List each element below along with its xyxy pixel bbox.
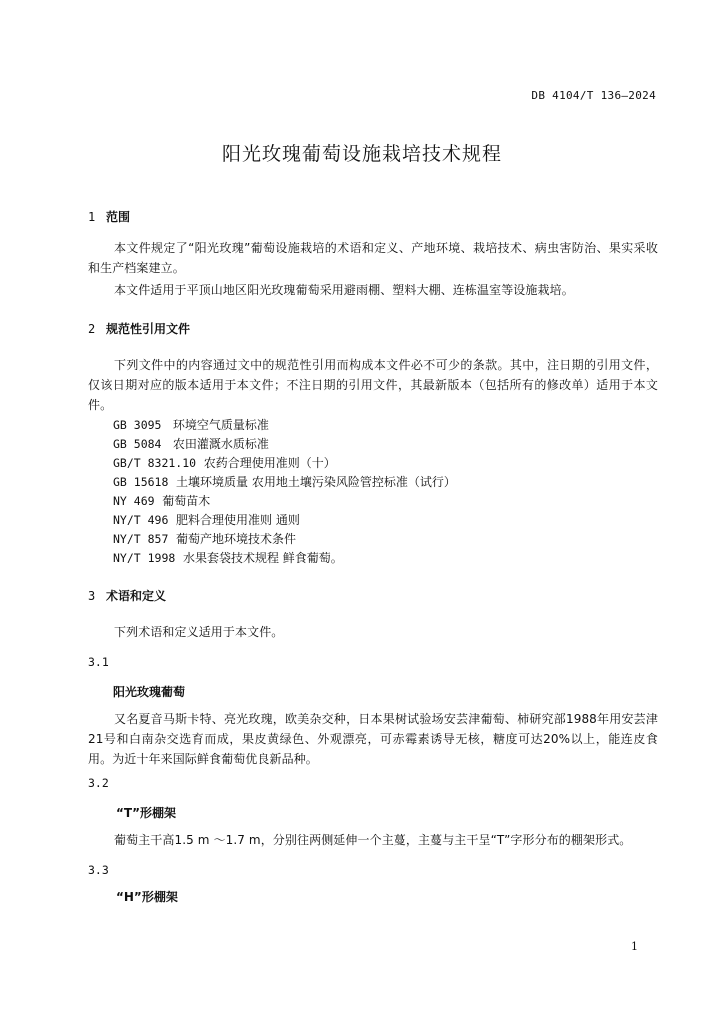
term-name: “T”形棚架 — [116, 806, 176, 820]
document-code: DB 4104/T 136—2024 — [531, 89, 656, 102]
section-2-paragraph-1: 下列文件中的内容通过文中的规范性引用而构成本文件必不可少的条款。其中，注日期的引用文件，仅该日期对应的版本适用于本文件；不注日期的引用文件，其最新版本（包括所有的修改单）适用于本文件。 — [88, 358, 658, 412]
section-title: 范围 — [106, 210, 131, 224]
section-1-paragraph-1: 本文件规定了“阳光玫瑰”葡萄设施栽培的术语和定义、产地环境、栽培技术、病虫害防治、果实采收和生产档案建立。 — [88, 241, 658, 275]
reference-code: NY 469 — [113, 494, 155, 508]
section-1-paragraph-2: 本文件适用于平顶山地区阳光玫瑰葡萄采用避雨棚、塑料大棚、连栋温室等设施栽培。 — [114, 283, 574, 297]
reference-code: GB 15618 — [113, 475, 169, 489]
section-2-heading — [88, 320, 190, 337]
reference-item — [113, 549, 343, 566]
reference-item — [113, 530, 296, 547]
section-3-paragraph-1: 下列术语和定义适用于本文件。 — [114, 625, 284, 639]
reference-code: NY/T 857 — [113, 532, 169, 546]
reference-code: GB/T 8321.10 — [113, 456, 197, 470]
reference-item — [113, 435, 269, 452]
clause-number: 3.3 — [88, 863, 109, 877]
reference-item — [113, 454, 336, 471]
page-number: 1 — [631, 940, 638, 953]
term-definition: 葡萄主干高1.5 m ～1.7 m，分别往两侧延伸一个主蔓，主蔓与主干呈“T”字形分布的棚架形式。 — [114, 833, 632, 847]
document-title: 阳光玫瑰葡萄设施栽培技术规程 — [221, 143, 502, 165]
section-title: 规范性引用文件 — [106, 322, 191, 336]
reference-title: 土壤环境质量 农用地土壤污染风险管控标准（试行） — [176, 475, 456, 489]
reference-title: 葡萄苗木 — [162, 494, 211, 508]
clause-number: 3.1 — [88, 655, 109, 669]
reference-item — [113, 473, 456, 490]
term-name: “H”形棚架 — [116, 890, 178, 904]
reference-title: 葡萄产地环境技术条件 — [176, 532, 297, 546]
section-1-heading — [88, 208, 130, 225]
reference-title: 环境空气质量标准 — [172, 418, 269, 432]
reference-title: 农药合理使用准则（十） — [203, 456, 336, 470]
reference-item — [113, 416, 269, 433]
reference-code: NY/T 1998 — [113, 551, 176, 565]
section-3-heading — [88, 587, 166, 604]
reference-code: GB 3095 — [113, 418, 162, 432]
term-definition: 又名夏音马斯卡特、亮光玫瑰，欧美杂交种，日本果树试验场安芸津葡萄、柿研究部1988年用安芸津21号和白南杂交选育而成，果皮黄绿色、外观漂亮，可赤霉素诱导无核，糖度可达20%以上，能连皮食用。为近十年来国际鲜食葡萄优良新品种。 — [88, 712, 658, 766]
clause-number: 3.2 — [88, 776, 109, 790]
reference-title: 肥料合理使用准则 通则 — [176, 513, 300, 527]
section-number: 3 — [88, 589, 96, 603]
reference-title: 水果套袋技术规程 鲜食葡萄。 — [182, 551, 343, 565]
reference-item — [113, 511, 300, 528]
reference-code: NY/T 496 — [113, 513, 169, 527]
reference-code: GB 5084 — [113, 437, 162, 451]
section-number: 1 — [88, 210, 96, 224]
term-name: 阳光玫瑰葡萄 — [113, 685, 186, 699]
section-number: 2 — [88, 322, 96, 336]
reference-item — [113, 492, 210, 509]
reference-title: 农田灌溉水质标准 — [172, 437, 269, 451]
section-title: 术语和定义 — [106, 589, 167, 603]
